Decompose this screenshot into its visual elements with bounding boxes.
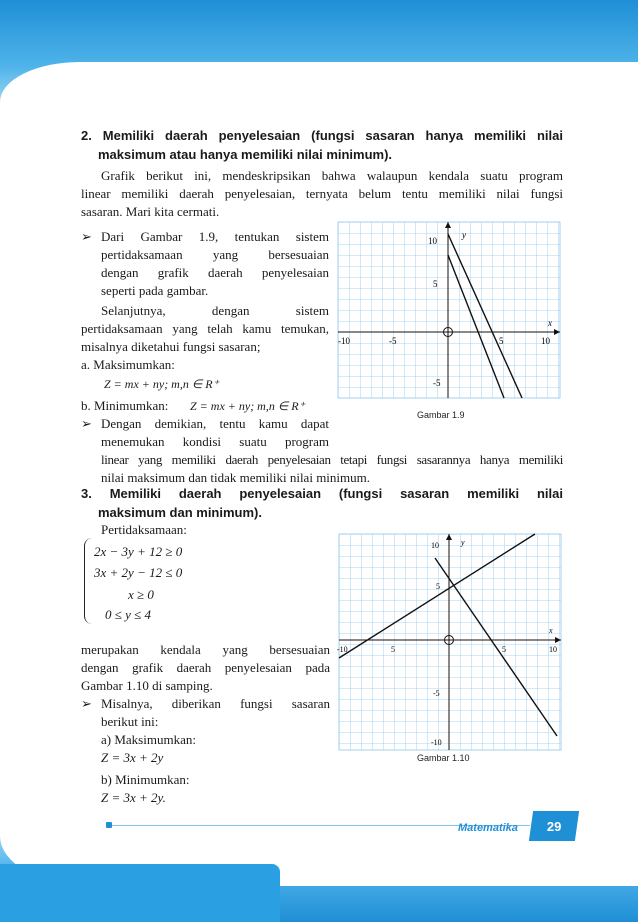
inequality: 0 ≤ y ≤ 4 (105, 607, 152, 622)
section2-paragraph: linear memiliki daerah penyelesaian, ternyata belum tentu memiliki nilai fungsi (81, 186, 563, 201)
section2-heading: 2. Memiliki daerah penyelesaian (fungsi sasaran hanya memiliki nilai (81, 128, 563, 143)
sub-item-label: a) Maksimumkan: (101, 732, 196, 747)
bullet-text: Dari Gambar 1.9, tentukan sistem (101, 229, 329, 244)
bullet-text: berikut ini: (101, 714, 159, 729)
bullet-text: menemukan kondisi suatu program (101, 434, 329, 449)
section3-intro: Pertidaksamaan: (101, 522, 187, 537)
item-a-label: a. Maksimumkan: (81, 357, 175, 372)
section3-paragraph: merupakan kendala yang bersesuaian (81, 642, 330, 657)
footer-marker (106, 822, 112, 828)
tick-label: 5 (433, 279, 438, 289)
sub-item-formula: Z = 3x + 2y. (101, 790, 166, 805)
item-a-formula: Z = mx + ny; m,n ∈ R⁺ (104, 377, 219, 391)
sub-item-formula: Z = 3x + 2y (101, 750, 164, 765)
tick-label: 5 (391, 645, 395, 654)
section2-paragraph: misalnya diketahui fungsi sasaran; (81, 339, 261, 354)
figure-1-9-graph (334, 220, 564, 410)
figure-caption: Gambar 1.9 (417, 410, 465, 420)
figure-caption: Gambar 1.10 (417, 753, 470, 763)
sub-item-label: b) Minimumkan: (101, 772, 190, 787)
x-axis-label: x (548, 318, 552, 328)
bullet-text: linear yang memiliki daerah penyelesaian tetapi fungsi sasarannya hanya memiliki (101, 452, 563, 467)
tick-label: 5 (436, 582, 440, 591)
arrow-bullet-icon: ➢ (81, 696, 92, 711)
tick-label: 5 (499, 336, 504, 346)
x-axis-label: x (549, 626, 553, 635)
inequality: 3x + 2y − 12 ≤ 0 (94, 565, 183, 580)
item-b-label: b. Minimumkan: (81, 398, 169, 413)
section2-paragraph: Grafik berikut ini, mendeskripsikan bahwa walaupun kendala suatu program (101, 168, 563, 183)
tick-label: -10 (338, 336, 350, 346)
section2-paragraph: pertidaksamaan yang telah kamu temukan, (81, 321, 329, 336)
bullet-text: nilai maksimum dan tidak memiliki nilai minimum. (101, 470, 371, 485)
figure-1-10-graph (335, 532, 565, 756)
tick-label: 10 (431, 541, 439, 550)
bullet-text: seperti pada gambar. (101, 283, 209, 298)
y-axis-label: y (461, 538, 465, 547)
tick-label: 5 (502, 645, 506, 654)
tick-label: 10 (428, 236, 437, 246)
section3-paragraph: Gambar 1.10 di samping. (81, 678, 213, 693)
header-band (0, 0, 638, 110)
tick-label: 10 (549, 645, 557, 654)
book-title: Matematika (458, 822, 518, 834)
tick-label: -5 (433, 689, 440, 698)
section3-paragraph: dengan grafik daerah penyelesaian pada (81, 660, 330, 675)
bullet-text: pertidaksamaan yang bersesuaian (101, 247, 329, 262)
page-number: 29 (529, 811, 579, 841)
section2-paragraph: sasaran. Mari kita cermati. (81, 204, 220, 219)
item-b-formula: Z = mx + ny; m,n ∈ R⁺ (190, 399, 305, 413)
bullet-text: Dengan demikian, tentu kamu dapat (101, 416, 329, 431)
section2-paragraph: Selanjutnya, dengan sistem (101, 303, 329, 318)
tick-label: 10 (541, 336, 550, 346)
inequality: x ≥ 0 (128, 587, 154, 602)
arrow-bullet-icon: ➢ (81, 229, 92, 244)
tick-label: -5 (433, 378, 441, 388)
y-axis-label: y (462, 230, 466, 240)
bullet-text: dengan grafik daerah penyelesaian (101, 265, 329, 280)
tick-label: -10 (337, 645, 348, 654)
tick-label: -10 (431, 738, 442, 747)
tick-label: -5 (389, 336, 397, 346)
inequality: 2x − 3y + 12 ≥ 0 (94, 544, 183, 559)
section2-heading-cont: maksimum atau hanya memiliki nilai minimum). (98, 147, 393, 162)
bullet-text: Misalnya, diberikan fungsi sasaran (101, 696, 330, 711)
section3-heading-cont: maksimum dan minimum). (98, 505, 262, 520)
arrow-bullet-icon: ➢ (81, 416, 92, 431)
section3-heading: 3. Memiliki daerah penyelesaian (fungsi sasaran memiliki nilai (81, 486, 563, 501)
